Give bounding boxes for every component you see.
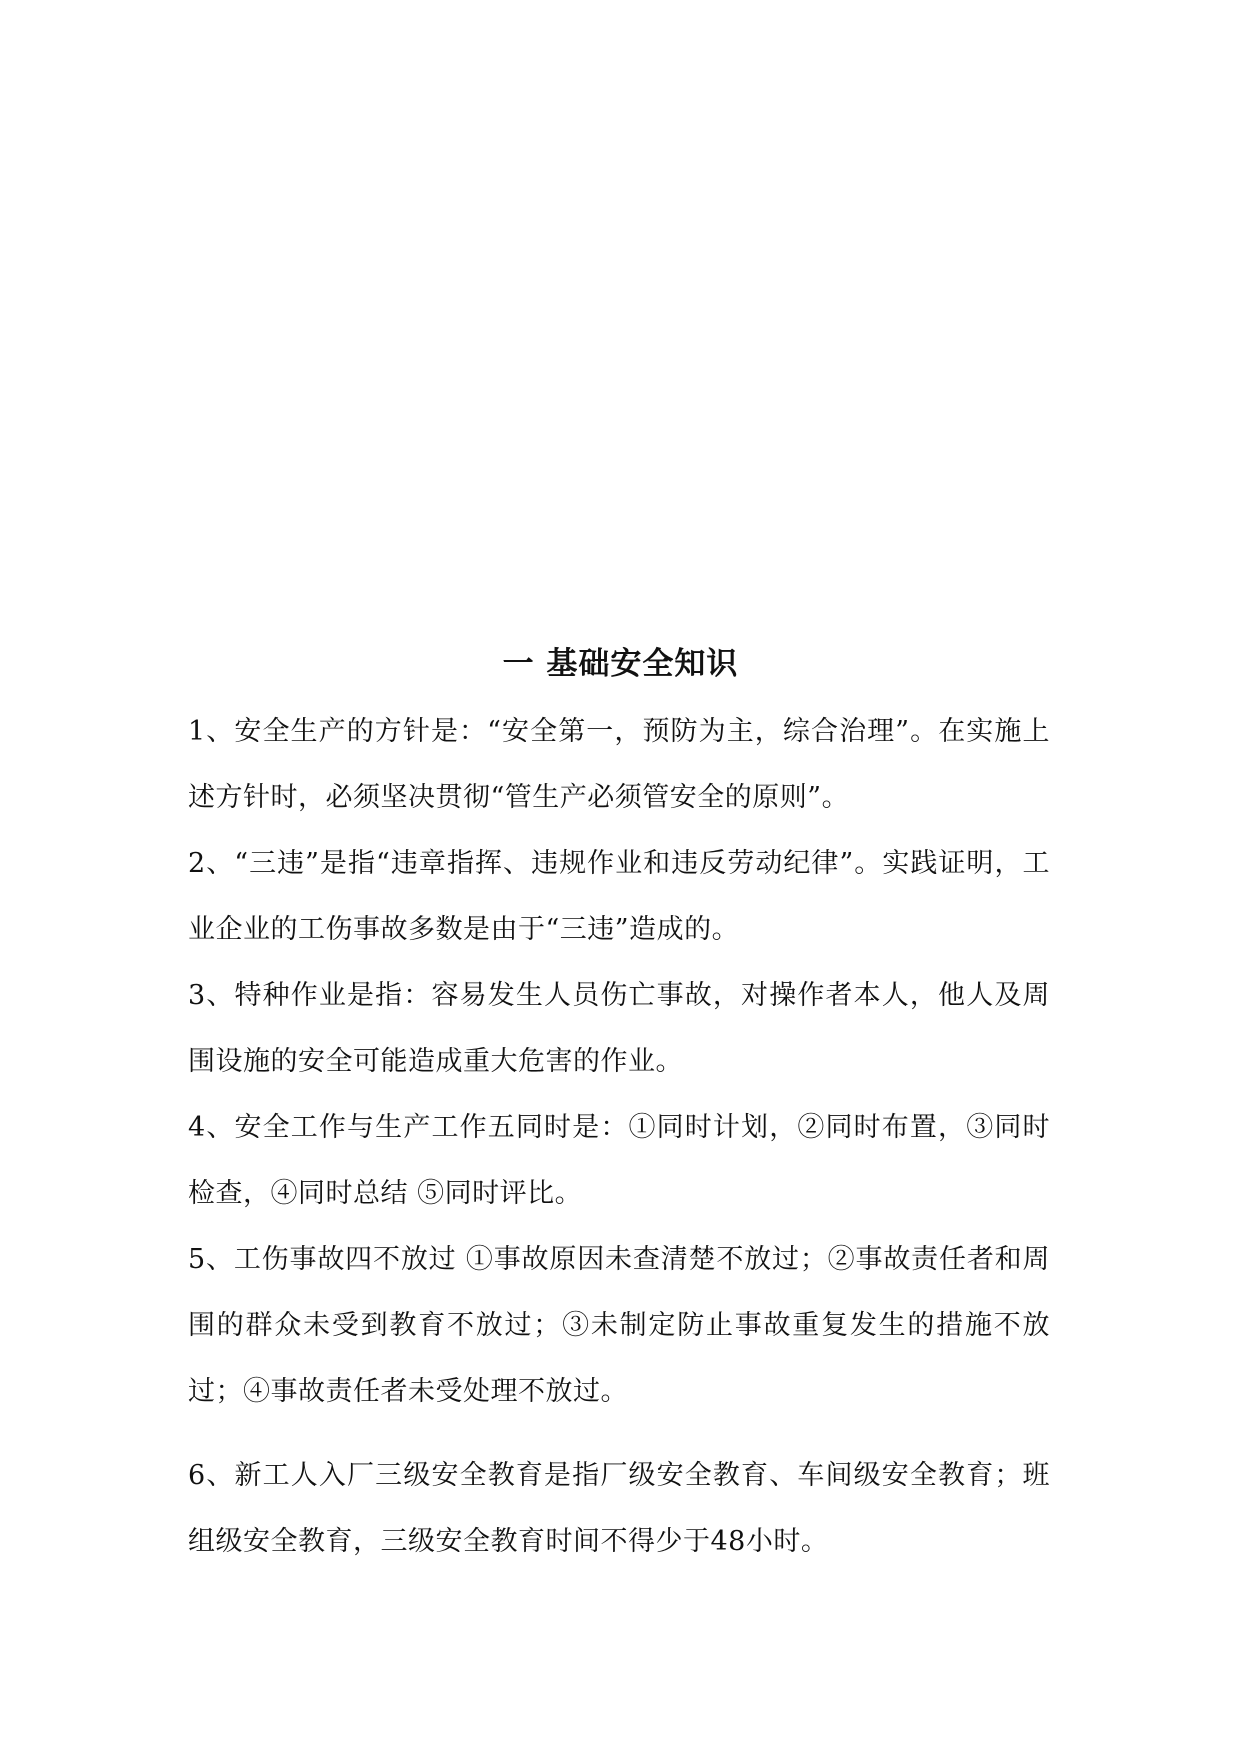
item-5: 5、工伤事故四不放过 ①事故原因未查清楚不放过；②事故责任者和周围的群众未受到教育不放过；③未制定防止事故重复发生的措施不放过；④事故责任者未受处理不放过。 (188, 1244, 1050, 1407)
section-title: 一 基础安全知识 (502, 646, 739, 682)
item-6: 6、新工人入厂三级安全教育是指厂级安全教育、车间级安全教育；班组级安全教育，三级安全教育时间不得少于48小时。 (188, 1460, 1050, 1557)
item-2: 2、“三违”是指“违章指挥、违规作业和违反劳动纪律”。实践证明，工业企业的工伤事故多数是由于“三违”造成的。 (188, 848, 1050, 945)
item-3: 3、特种作业是指：容易发生人员伤亡事故，对操作者本人，他人及周围设施的安全可能造成重大危害的作业。 (188, 980, 1050, 1077)
section-body (188, 699, 1050, 1575)
item-1: 1、安全生产的方针是：“安全第一，预防为主，综合治理”。在实施上述方针时，必须坚决贯彻“管生产必须管安全的原则”。 (188, 716, 1050, 813)
item-4: 4、安全工作与生产工作五同时是：①同时计划，②同时布置，③同时检查，④同时总结 ⑤同时评比。 (188, 1112, 1050, 1209)
